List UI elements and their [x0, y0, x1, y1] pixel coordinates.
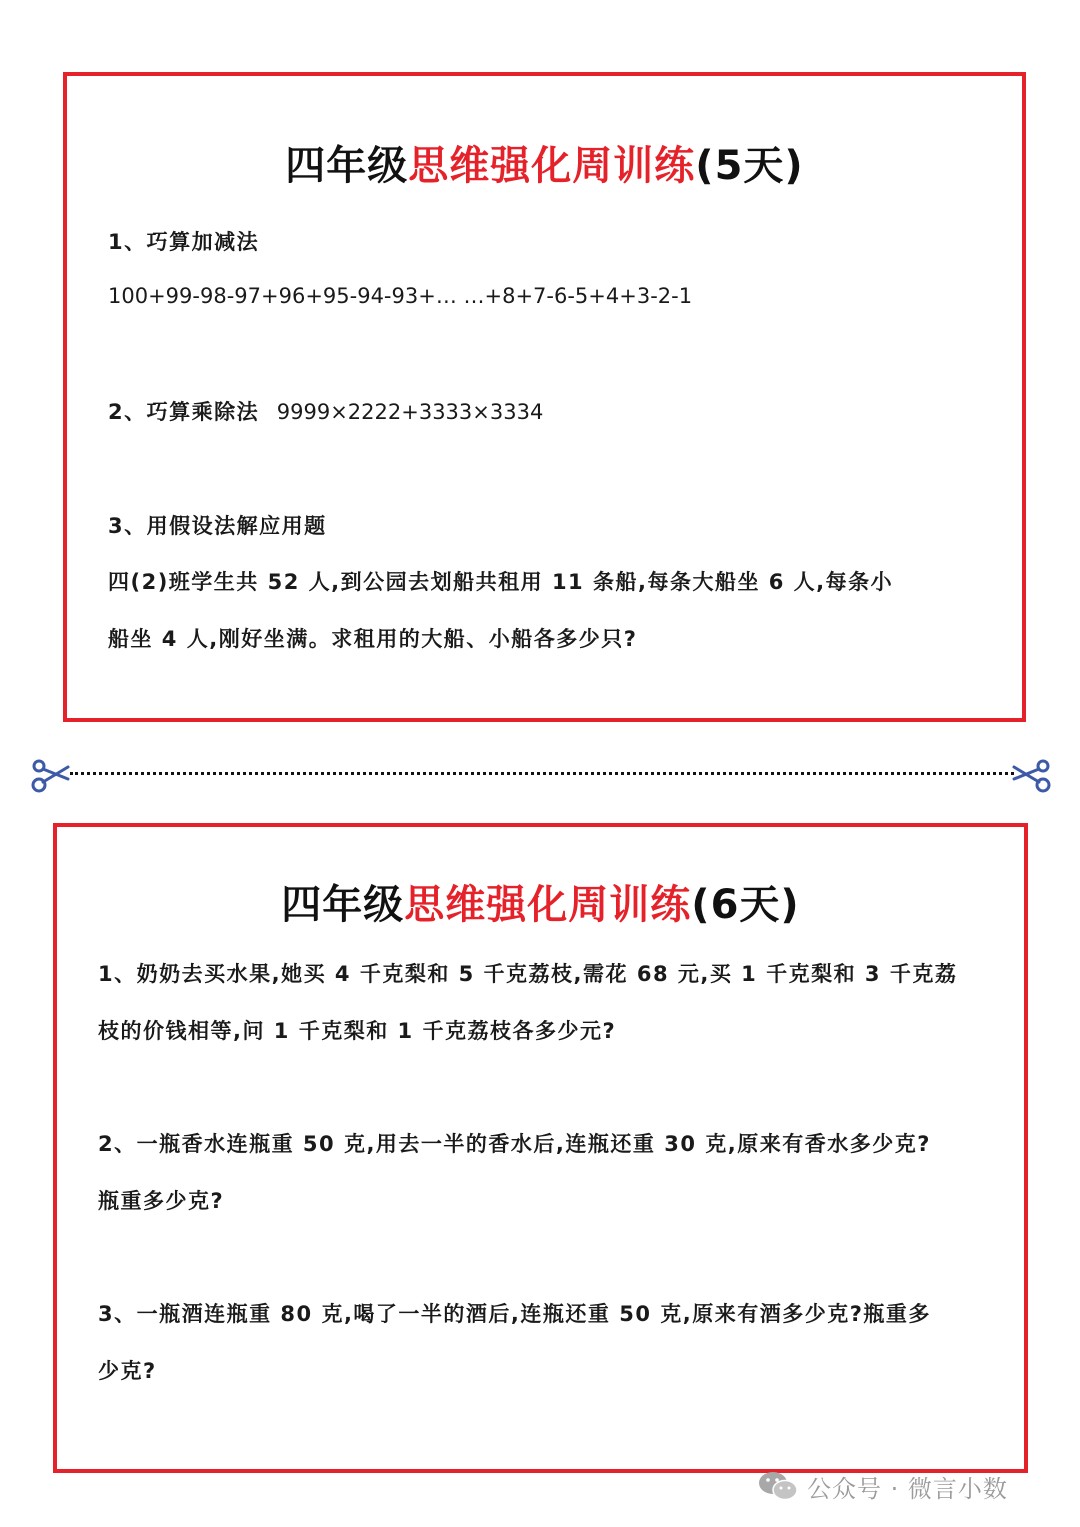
- question-3-line-2: 少克?: [98, 1359, 157, 1383]
- card-title: [67, 134, 1022, 191]
- title-grade: 四年级: [285, 143, 409, 189]
- question-2-heading: [108, 396, 543, 426]
- question-1-line-1: 1、奶奶去买水果,她买 4 千克梨和 5 千克荔枝,需花 68 元,买 1 千克梨和 3 千克荔: [98, 962, 958, 986]
- question-1-expression: 100+99-98-97+96+95-94-93+… …+8+7-6-5+4+3-2-1: [108, 284, 693, 308]
- question-3-line-1: 3、一瓶酒连瓶重 80 克,喝了一半的酒后,连瓶还重 50 克,原来有酒多少克?瓶重多: [98, 1302, 931, 1326]
- question-3-line-1: 四(2)班学生共 52 人,到公园去划船共租用 11 条船,每条大船坐 6 人,每条小: [108, 570, 894, 594]
- cut-line: [30, 755, 1052, 795]
- question-1-line-2: 枝的价钱相等,问 1 千克梨和 1 千克荔枝各多少元?: [98, 1019, 617, 1043]
- card-title: [57, 873, 1024, 930]
- dotted-divider: [70, 772, 1014, 775]
- question-2-line-2: 瓶重多少克?: [98, 1189, 225, 1213]
- title-grade: 四年级: [281, 882, 405, 928]
- worksheet-card-day6: [53, 823, 1028, 1473]
- question-3-line-2: 船坐 4 人,刚好坐满。求租用的大船、小船各多少只?: [108, 627, 638, 651]
- question-2-expression: 9999×2222+3333×3334: [276, 400, 544, 424]
- title-days: (6天): [691, 882, 800, 928]
- title-days: (5天): [695, 143, 804, 189]
- title-topic: 思维强化周训练: [404, 882, 692, 928]
- question-2-heading-text: 2、巧算乘除法: [108, 400, 260, 424]
- question-3-heading: 3、用假设法解应用题: [108, 514, 327, 538]
- watermark: [757, 1466, 1008, 1506]
- question-2-line-1: 2、一瓶香水连瓶重 50 克,用去一半的香水后,连瓶还重 30 克,原来有香水多少克?: [98, 1132, 931, 1156]
- scissors-icon: [30, 755, 70, 795]
- question-1-heading: 1、巧算加减法: [108, 230, 260, 254]
- worksheet-card-day5: [63, 72, 1026, 722]
- scissors-icon: [1012, 755, 1052, 795]
- watermark-text: 公众号 · 微言小数: [807, 1474, 1008, 1503]
- title-topic: 思维强化周训练: [408, 143, 696, 189]
- wechat-icon: [757, 1469, 799, 1503]
